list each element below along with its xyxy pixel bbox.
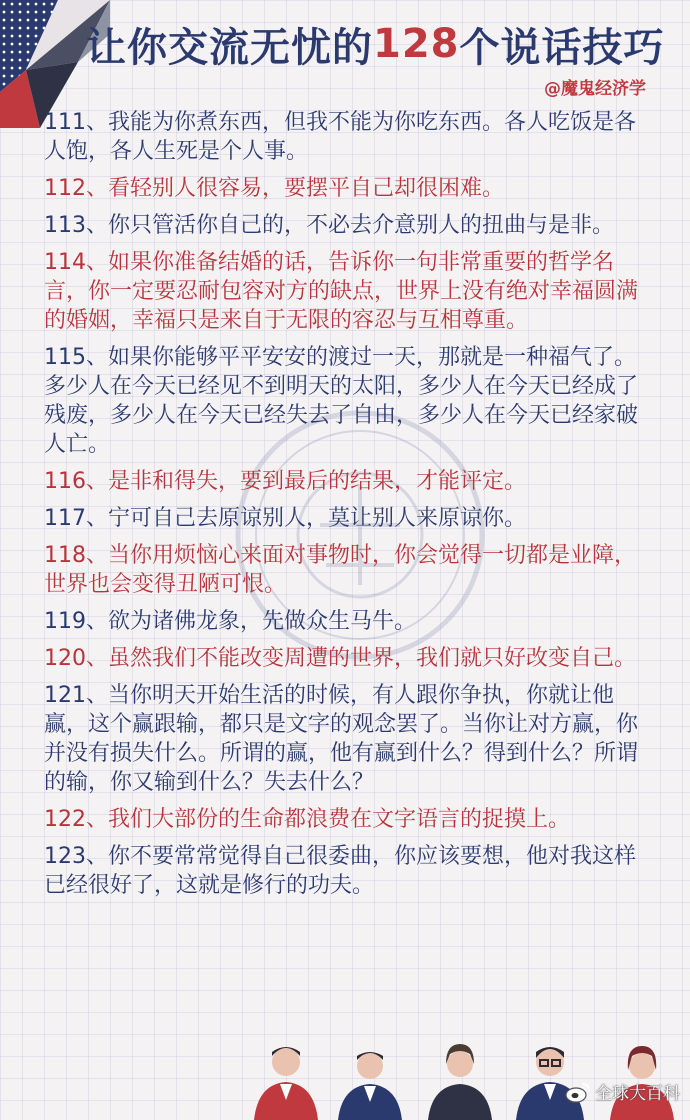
- quote-list: [44, 108, 656, 908]
- quote-115: 115、如果你能够平平安安的渡过一天，那就是一种福气了。多少人在今天已经见不到明天的太阳，多少人在今天已经成了残废，多少人在今天已经失去了自由，多少人在今天已经家破人亡。: [44, 345, 639, 457]
- quote-121: 121、当你明天开始生活的时候，有人跟你争执，你就让他赢，这个赢跟输，都只是文字的观念罢了。当你让对方赢，你并没有损失什么。所谓的赢，他有赢到什么？得到什么？所谓的输，你又输到什么？失去什么？: [44, 683, 639, 795]
- quote-118: 118、当你用烦恼心来面对事物时，你会觉得一切都是业障，世界也会变得丑陋可恨。: [44, 543, 636, 597]
- quote-123: 123、你不要常常觉得自己很委曲，你应该要想，他对我这样已经很好了，这就是修行的功夫。: [44, 844, 636, 898]
- quote-113: 113、你只管活你自己的，不必去介意别人的扭曲与是非。: [44, 213, 614, 238]
- quote-112: 112、看轻别人很容易，要摆平自己却很困难。: [44, 176, 504, 201]
- brand-handle: @魔鬼经济学: [544, 79, 646, 99]
- title-number: 128: [373, 21, 460, 67]
- title-prefix: 让你交流无忧的: [86, 24, 373, 71]
- quote-116: 116、是非和得失，要到最后的结果，才能评定。: [44, 469, 526, 494]
- quote-120: 120、虽然我们不能改变周遭的世界，我们就只好改变自己。: [44, 646, 636, 671]
- footer-watermark-text: 全球大百科: [595, 1084, 680, 1104]
- quote-117: 117、宁可自己去原谅别人，莫让别人来原谅你。: [44, 506, 526, 531]
- weibo-logo-icon: [565, 1081, 591, 1103]
- quote-119: 119、欲为诸佛龙象，先做众生马牛。: [44, 609, 416, 634]
- quote-114: 114、如果你准备结婚的话，告诉你一句非常重要的哲学名言，你一定要忍耐包容对方的缺点，世界上没有绝对幸福圆满的婚姻，幸福只是来自于无限的容忍与互相尊重。: [44, 250, 639, 333]
- footer-watermark: [565, 1079, 680, 1104]
- page-title: [86, 14, 665, 74]
- quote-111: 111、我能为你煮东西，但我不能为你吃东西。各人吃饭是各人饱，各人生死是个人事。: [44, 110, 636, 164]
- title-suffix: 个说话技巧: [459, 24, 665, 71]
- quote-122: 122、我们大部份的生命都浪费在文字语言的捉摸上。: [44, 807, 570, 832]
